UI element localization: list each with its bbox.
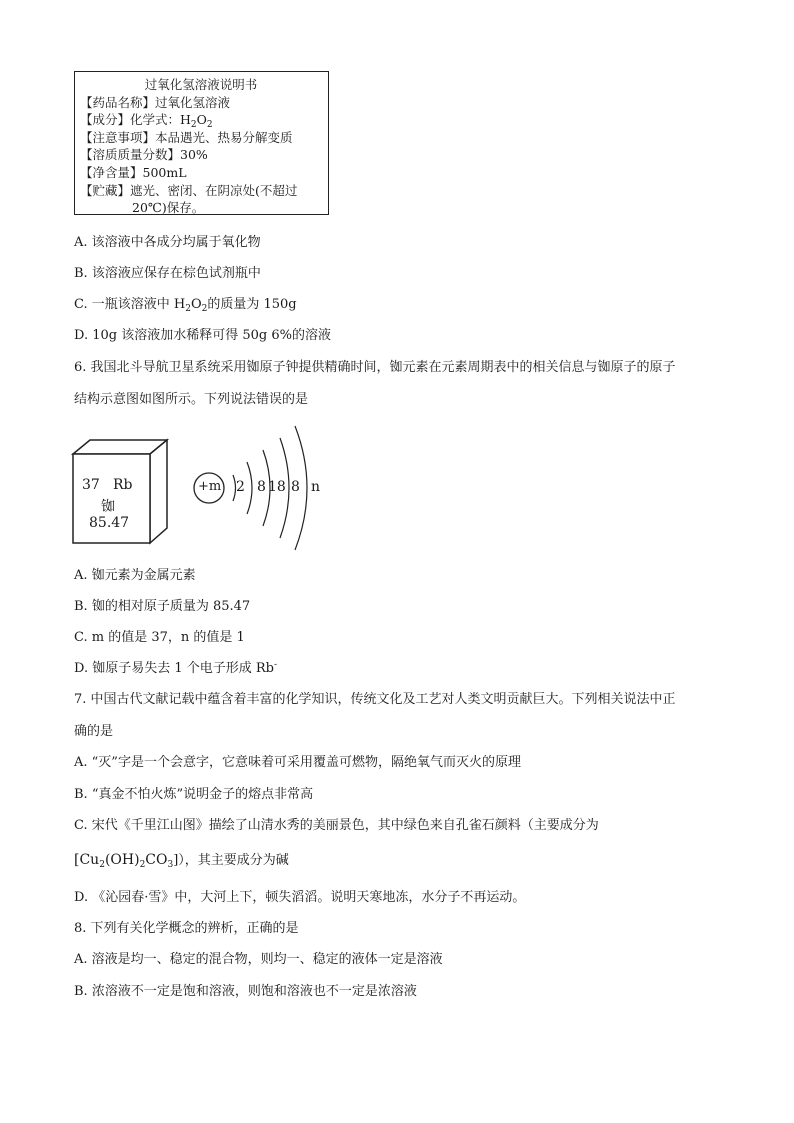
shell-arc-2 xyxy=(247,462,252,514)
q5-option-c: C. 一瓶该溶液中 $H_2O_2$的质量为 150g xyxy=(74,297,297,314)
q8-option-b: B. 浓溶液不一定是饱和溶液，则饱和溶液也不一定是浓溶液 xyxy=(74,984,417,999)
q5-option-b: B. 该溶液应保存在棕色试剂瓶中 xyxy=(74,266,261,281)
shell-count-5: n xyxy=(311,479,321,495)
element-symbol: Rb xyxy=(113,477,133,493)
shell-count-4: 8 xyxy=(291,479,300,495)
q5-option-d: D. 10g 该溶液加水稀释可得 50g 6%的溶液 xyxy=(74,328,331,343)
q8-stem: 8. 下列有关化学概念的辨析，正确的是 xyxy=(74,921,299,936)
q6-option-a: A. 铷元素为金属元素 xyxy=(74,568,196,583)
label-fraction: 【溶质质量分数】30% xyxy=(80,147,208,163)
q7-stem-line2: 确的是 xyxy=(74,724,114,739)
shell-count-1: 2 xyxy=(236,479,245,495)
shell-count-3: 18 xyxy=(268,479,286,495)
element-name: 铷 xyxy=(101,499,115,515)
atomic-mass: 85.47 xyxy=(89,515,130,531)
atomic-number: 37 xyxy=(82,477,100,493)
q7-option-c-line1: C. 宋代《千里江山图》描绘了山清水秀的美丽景色，其中绿色来自孔雀石颜料（主要成分为 xyxy=(74,818,599,833)
q8-option-a: A. 溶液是均一、稳定的混合物，则均一、稳定的液体一定是溶液 xyxy=(74,952,443,967)
label-notice: 【注意事项】本品遇光、热易分解变质 xyxy=(80,129,293,145)
label-title: 过氧化氢溶液说明书 xyxy=(144,77,258,92)
label-drug-name: 【药品名称】过氧化氢溶液 xyxy=(80,94,231,110)
label-storage: 【贮藏】遮光、密闭、在阴凉处(不超过 xyxy=(80,182,298,198)
q7-stem-line1: 7. 中国古代文献记载中蕴含着丰富的化学知识，传统文化及工艺对人类文明贡献巨大。下列相关说法中正 xyxy=(74,692,676,707)
q6-stem-line2: 结构示意图如图所示。下列说法错误的是 xyxy=(74,392,309,407)
cube-side-face xyxy=(150,440,167,543)
medicine-label-box xyxy=(74,71,329,215)
q6-option-b: B. 铷的相对原子质量为 85.47 xyxy=(74,599,251,614)
shell-count-2: 8 xyxy=(257,479,266,495)
q5-option-a: A. 该溶液中各成分均属于氧化物 xyxy=(74,235,261,250)
label-storage-cont: 20℃)保存。 xyxy=(132,200,205,216)
label-component: 【成分】化学式：$H_2O_2$ xyxy=(80,112,213,131)
q6-option-d: D. 铷原子易失去 1 个电子形成 Rb- xyxy=(74,660,278,676)
nucleus-charge: +m xyxy=(198,479,222,494)
q6-stem-line1: 6. 我国北斗导航卫星系统采用铷原子钟提供精确时间，铷元素在元素周期表中的相关信息与铷原子的原子 xyxy=(74,360,676,375)
q7-option-b: B. “真金不怕火炼”说明金子的熔点非常高 xyxy=(74,787,314,802)
label-volume: 【净含量】500mL xyxy=(80,164,187,180)
q7-option-a: A. “灭”字是一个会意字，它意味着可采用覆盖可燃物，隔绝氧气而灭火的原理 xyxy=(74,755,521,770)
q7-option-c-formula: $[Cu_2(OH)_2CO_3]$），其主要成分为碱 xyxy=(74,852,289,870)
q7-option-d: D. 《沁园春·雪》中，大河上下，顿失滔滔。说明天寒地冻，水分子不再运动。 xyxy=(74,890,526,905)
q6-option-c: C. m 的值是 37，n 的值是 1 xyxy=(74,630,245,645)
